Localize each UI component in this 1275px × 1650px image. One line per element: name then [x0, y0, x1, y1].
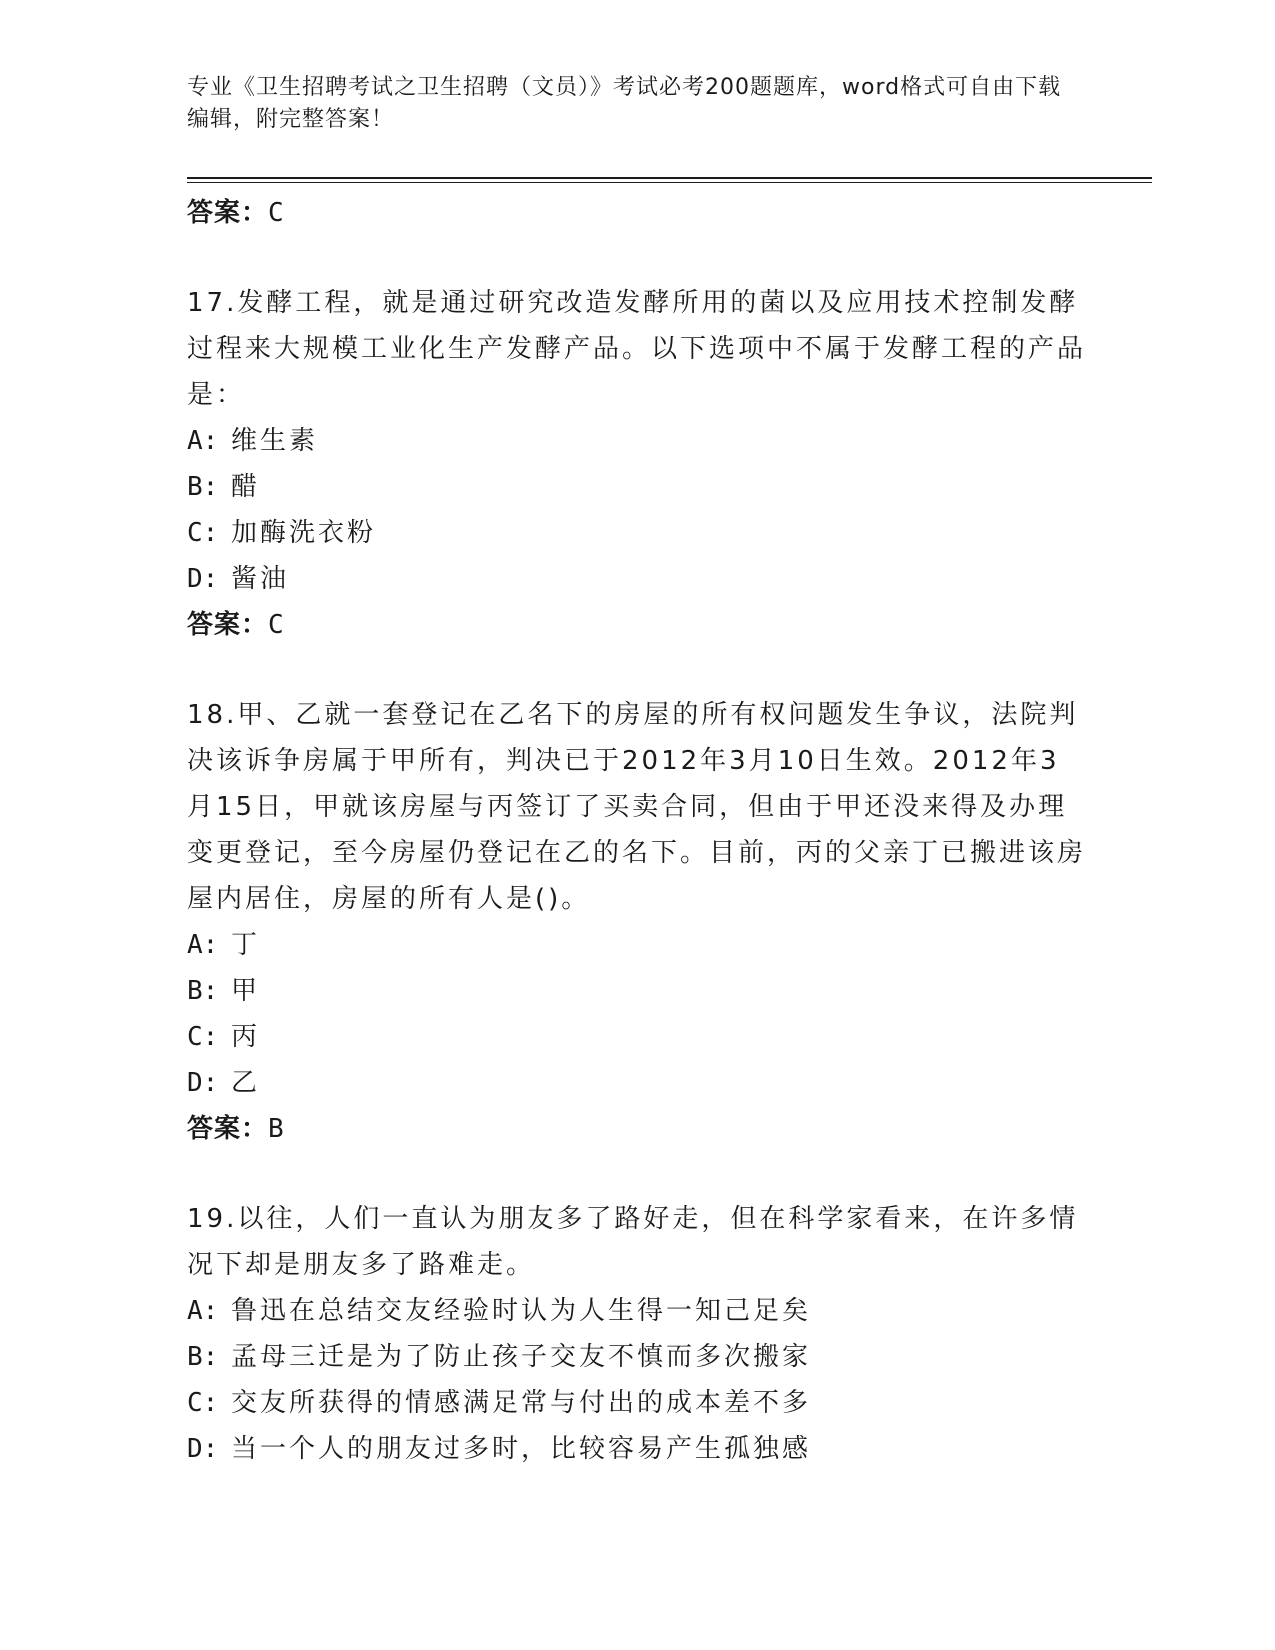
option-d [187, 1426, 1087, 1472]
option-a [187, 922, 1087, 968]
option-text: 丁 [231, 930, 261, 960]
option-text: 交友所获得的情感满足常与付出的成本差不多 [231, 1388, 812, 1418]
option-text: 醋 [231, 472, 261, 502]
option-key: C: [187, 1022, 219, 1052]
option-list [187, 418, 1087, 602]
option-c [187, 1380, 1087, 1426]
option-key: D: [187, 1068, 219, 1098]
option-c [187, 510, 1087, 556]
question-text: 17.发酵工程，就是通过研究改造发酵所用的菌以及应用技术控制发酵过程来大规模工业化生产发酵产品。以下选项中不属于发酵工程的产品是： [187, 288, 1087, 410]
option-key: C: [187, 518, 219, 548]
option-key: D: [187, 564, 219, 594]
option-text: 加酶洗衣粉 [231, 518, 377, 548]
answer-label: 答案： [187, 1114, 269, 1144]
answer-line [187, 602, 1087, 648]
option-key: D: [187, 1434, 219, 1464]
option-key: A: [187, 930, 219, 960]
option-text: 乙 [231, 1068, 261, 1098]
document-header: 专业《卫生招聘考试之卫生招聘（文员）》考试必考200题题库，word格式可自由下载编辑，附完整答案！ [187, 75, 1062, 132]
question-text: 18.甲、乙就一套登记在乙名下的房屋的所有权问题发生争议，法院判决该诉争房属于甲所有，判决已于2012年3月10日生效。2012年3月15日，甲就该房屋与丙签订了买卖合同，但由于甲还没来得及办理变更登记，至今房屋仍登记在乙的名下。目前，丙的父亲丁已搬进该房屋内居住，房屋的所有人是()。 [187, 700, 1087, 914]
option-key: C: [187, 1388, 219, 1418]
answer-label: 答案： [187, 198, 269, 228]
answer-value: C [268, 198, 285, 228]
option-text: 酱油 [231, 564, 290, 594]
option-key: A: [187, 426, 219, 456]
option-text: 丙 [231, 1022, 261, 1052]
question-text: 19.以往，人们一直认为朋友多了路好走，但在科学家看来，在许多情况下却是朋友多了路难走。 [187, 1204, 1079, 1280]
answer-value: C [268, 610, 285, 640]
option-a [187, 1288, 1087, 1334]
option-key: A: [187, 1296, 219, 1326]
option-key: B: [187, 472, 219, 502]
question-18 [187, 692, 1087, 1152]
answer-value: B [268, 1114, 285, 1144]
question-list [187, 190, 1087, 1472]
option-a [187, 418, 1087, 464]
option-d [187, 1060, 1087, 1106]
option-d [187, 556, 1087, 602]
option-text: 甲 [231, 976, 261, 1006]
header-rule-thin [187, 182, 1152, 183]
question-19 [187, 1196, 1087, 1472]
option-text: 维生素 [231, 426, 319, 456]
option-text: 鲁迅在总结交友经验时认为人生得一知己足矣 [231, 1296, 812, 1326]
question-17 [187, 280, 1087, 648]
option-list [187, 1288, 1087, 1472]
option-list [187, 922, 1087, 1106]
option-text: 孟母三迁是为了防止孩子交友不慎而多次搬家 [231, 1342, 812, 1372]
answer-label: 答案： [187, 610, 269, 640]
option-key: B: [187, 976, 219, 1006]
option-b [187, 464, 1087, 510]
option-b [187, 968, 1087, 1014]
header-rule-thick [187, 177, 1152, 179]
option-c [187, 1014, 1087, 1060]
option-b [187, 1334, 1087, 1380]
option-key: B: [187, 1342, 219, 1372]
answer-line-16 [187, 190, 1087, 236]
option-text: 当一个人的朋友过多时，比较容易产生孤独感 [231, 1434, 812, 1464]
answer-line [187, 1106, 1087, 1152]
